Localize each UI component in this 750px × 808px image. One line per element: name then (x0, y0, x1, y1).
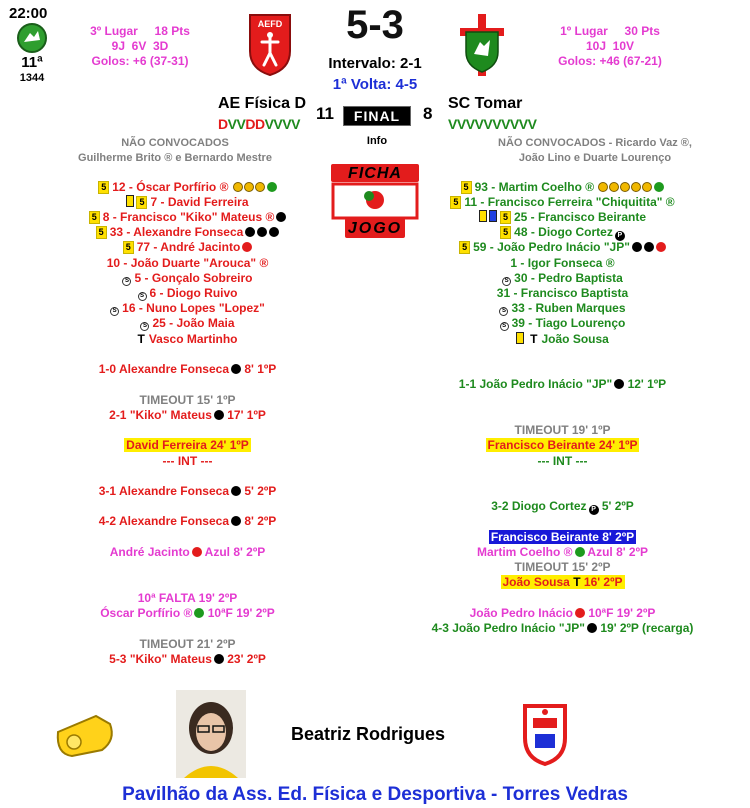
shirt-badge: 5 (96, 226, 107, 239)
away-roster-5[interactable] (375, 256, 750, 271)
green-card-icon (654, 182, 664, 192)
away-form-3: V (474, 116, 484, 132)
away-points: 30 Pts (624, 24, 660, 38)
substitute-icon: S (500, 322, 509, 331)
event-text: João Sousa (502, 575, 570, 589)
away-not-called-names: João Lino e Duarte Lourenço (518, 152, 672, 164)
home-form-4: D (254, 116, 265, 132)
shirt-badge: 5 (136, 196, 147, 209)
gold-star-icon (598, 182, 608, 192)
final-score: 5-3 (346, 3, 404, 47)
goal-ball-icon (587, 623, 597, 633)
home-roster-5[interactable] (0, 256, 375, 271)
away-form-8: V (518, 116, 528, 132)
game-number: 1344 (19, 72, 45, 84)
away-place: 1º Lugar (560, 24, 608, 38)
event-text: 2-1 "Kiko" Mateus (109, 408, 212, 422)
event-time: 8' 2ºP (244, 514, 277, 528)
gold-star-icon (609, 182, 619, 192)
red-card-icon (192, 547, 202, 557)
shirt-badge: 5 (89, 211, 100, 224)
event-text: David Ferreira 24' 1ºP (126, 438, 249, 452)
red-card-icon (242, 242, 252, 252)
home-timeout: TIMEOUT 15' 1ºP (139, 393, 236, 407)
away-record: 10J 10V (585, 39, 635, 53)
player-name: João Sousa (541, 332, 609, 346)
away-event-card (375, 545, 750, 560)
goal-ball-icon (276, 212, 286, 222)
goal-ball-icon (614, 379, 624, 389)
home-event-goal (0, 652, 375, 667)
event-time: 5' 2ºP (244, 484, 277, 498)
gold-star-icon (620, 182, 630, 192)
goal-ball-icon (231, 364, 241, 374)
green-card-icon (575, 547, 585, 557)
referee-photo[interactable] (176, 690, 246, 778)
home-form-6: V (273, 116, 283, 132)
home-team-logo[interactable] (246, 11, 294, 77)
home-not-called-names: Guilherme Brito ® e Bernardo Mestre (78, 152, 272, 164)
away-event-blue-card (375, 530, 750, 545)
event-text: João Pedro Inácio (469, 606, 573, 620)
away-form (448, 116, 536, 132)
goal-ball-icon (214, 654, 224, 664)
halftime-score: Intervalo: 2-1 (328, 55, 422, 72)
home-roster-6[interactable] (0, 271, 375, 286)
away-roster-3[interactable] (375, 225, 750, 241)
player-name: 30 - Pedro Baptista (514, 271, 623, 285)
round-number: 11ª (21, 54, 43, 71)
event-time: Azul 8' 2ºP (587, 545, 648, 559)
player-name: 25 - João Maia (152, 316, 235, 330)
home-goals-total: 11 (316, 104, 334, 123)
yellow-card-icon (516, 332, 524, 344)
event-text: Francisco Beirante 24' 1ºP (487, 438, 638, 452)
player-name: 12 - Óscar Porfírio ® (112, 180, 229, 194)
away-event-foul (375, 606, 750, 621)
home-event-goal (0, 514, 375, 529)
event-time: 17' 1ºP (227, 408, 266, 422)
home-form-8: V (291, 116, 300, 132)
home-form-3: D (245, 116, 255, 132)
event-time: 10ªF 19' 2ºP (207, 606, 275, 620)
away-form-1: V (456, 116, 466, 132)
penalty-goal-icon: P (615, 231, 625, 241)
away-form-2: V (465, 116, 475, 132)
home-form-5: V (264, 116, 274, 132)
gold-star-icon (642, 182, 652, 192)
green-card-icon (267, 182, 277, 192)
home-roster-1[interactable] (0, 195, 375, 210)
home-points: 18 Pts (154, 24, 190, 38)
player-name: 93 - Martim Coelho ® (474, 180, 595, 194)
home-roster-10[interactable] (0, 332, 375, 347)
event-time: 5' 2ºP (601, 499, 634, 513)
player-name: 48 - Diogo Cortez (514, 225, 613, 239)
away-roster-8[interactable] (375, 301, 750, 316)
player-name: Vasco Martinho (148, 332, 238, 346)
player-name: 33 - Alexandre Fonseca (109, 225, 244, 239)
event-text: 4-3 João Pedro Inácio "JP" (431, 621, 585, 635)
away-roster-1[interactable] (375, 195, 750, 210)
home-event-goal (0, 362, 375, 377)
away-form-0: V (448, 116, 457, 132)
event-time: Azul 8' 2ºP (204, 545, 266, 559)
home-event-yellow-card (0, 438, 375, 453)
player-name: 10 - João Duarte "Arouca" ® (106, 256, 269, 270)
event-text: 5-3 "Kiko" Mateus (109, 652, 212, 666)
coach-icon: T (530, 332, 538, 346)
away-event-goal (375, 499, 750, 515)
home-team-name[interactable]: AE Física D (218, 95, 307, 112)
away-roster-7[interactable] (375, 286, 750, 301)
away-event-yellow-card (375, 438, 750, 453)
player-name: 6 - Diogo Ruivo (149, 286, 238, 300)
coach-icon: T (137, 332, 145, 346)
away-timeout: TIMEOUT 19' 1ºP (514, 423, 611, 437)
shirt-badge: 5 (459, 241, 470, 254)
home-standing (60, 24, 220, 39)
away-event-goal (375, 621, 750, 636)
first-leg-score: 1ª Volta: 4-5 (332, 76, 418, 93)
home-form-0: D (218, 116, 228, 132)
player-name: 5 - Gonçalo Sobreiro (134, 271, 253, 285)
shirt-badge: 5 (500, 226, 511, 239)
home-form-7: V (282, 116, 292, 132)
home-event-goal (0, 408, 375, 423)
home-foul-count: 10ª FALTA 19' 2ºP (137, 591, 238, 605)
home-roster-4[interactable] (0, 240, 375, 255)
home-event-goal (0, 484, 375, 499)
home-not-called-title: NÃO CONVOCADOS (121, 137, 229, 149)
coach-icon: T (573, 575, 581, 589)
home-roster-2[interactable] (0, 210, 375, 225)
away-form-5: V (492, 116, 502, 132)
player-name: 11 - Francisco Ferreira "Chiquitita" ® (464, 195, 675, 209)
gold-star-icon (255, 182, 265, 192)
home-form (218, 116, 300, 132)
status-badge: FINAL (343, 106, 411, 126)
away-event-goal (375, 377, 750, 392)
away-team-logo[interactable] (458, 12, 506, 78)
away-goals: Golos: +46 (67-21) (558, 54, 662, 68)
red-card-icon (656, 242, 666, 252)
away-event-coach-card (375, 575, 750, 590)
event-time: 19' 2ºP (recarga) (600, 621, 694, 635)
event-time: 16' 2ºP (583, 575, 623, 589)
venue-crest[interactable] (519, 700, 571, 768)
away-interval: --- INT --- (537, 454, 588, 468)
event-text: Martim Coelho ® (477, 545, 573, 559)
jogo-label: JOGO (347, 220, 403, 237)
player-name: 33 - Ruben Marques (511, 301, 626, 315)
event-text: 4-2 Alexandre Fonseca (98, 514, 229, 528)
event-time: 12' 1ºP (627, 377, 667, 391)
home-event-blue-card (0, 545, 375, 560)
away-roster-9[interactable] (375, 316, 750, 331)
player-name: 7 - David Ferreira (150, 195, 249, 209)
goal-ball-icon (269, 227, 279, 237)
event-time: 8' 1ºP (244, 362, 277, 376)
substitute-icon: S (499, 307, 508, 316)
penalty-goal-icon: P (589, 505, 599, 515)
referee-name: Beatriz Rodrigues (291, 724, 446, 744)
shirt-badge: 5 (450, 196, 461, 209)
player-name: 25 - Francisco Beirante (513, 210, 647, 224)
substitute-icon: S (138, 292, 147, 301)
ficha-label: FICHA (348, 165, 402, 182)
goal-ball-icon (632, 242, 642, 252)
event-highlight (501, 575, 625, 589)
home-roster-0[interactable] (0, 180, 375, 195)
substitute-icon: S (140, 322, 149, 331)
player-name: 1 - Igor Fonseca ® (510, 256, 615, 270)
goal-ball-icon (214, 410, 224, 420)
home-record: 9J 6V 3D (111, 39, 169, 53)
shirt-badge: 5 (98, 181, 109, 194)
home-form-1: V (227, 116, 237, 132)
goal-ball-icon (257, 227, 267, 237)
home-roster-9[interactable] (0, 316, 375, 331)
event-text: 1-1 João Pedro Inácio "JP" (458, 377, 613, 391)
home-roster-7[interactable] (0, 286, 375, 301)
home-roster-8[interactable] (0, 301, 375, 316)
away-form-9: V (527, 116, 537, 132)
yellow-card-icon (479, 210, 487, 222)
match-time: 22:00 (9, 5, 48, 22)
shirt-badge: 5 (500, 211, 511, 224)
away-roster-4[interactable] (375, 240, 750, 255)
home-roster-3[interactable] (0, 225, 375, 240)
goal-ball-icon (231, 516, 241, 526)
gold-star-icon (233, 182, 243, 192)
away-roster-10[interactable] (375, 332, 750, 347)
event-time: 23' 2ºP (227, 652, 266, 666)
goal-ball-icon (245, 227, 255, 237)
home-place: 3º Lugar (90, 24, 138, 38)
away-form-6: V (501, 116, 510, 132)
shirt-badge: 5 (461, 181, 472, 194)
away-roster-2[interactable] (375, 210, 750, 225)
gold-star-icon (244, 182, 254, 192)
shirt-badge: 5 (123, 241, 134, 254)
away-roster-6[interactable] (375, 271, 750, 286)
away-goals-total: 8 (423, 104, 433, 123)
substitute-icon: S (502, 277, 511, 286)
goal-ball-icon (231, 486, 241, 496)
away-roster-0[interactable] (375, 180, 750, 195)
info-link[interactable]: Info (362, 135, 392, 147)
player-name: 31 - Francisco Baptista (496, 286, 629, 300)
event-text: 1-0 Alexandre Fonseca (98, 362, 229, 376)
whistle-icon (52, 710, 118, 760)
away-team-name[interactable]: SC Tomar (448, 95, 523, 112)
yellow-card-icon (126, 195, 134, 207)
gold-star-icon (631, 182, 641, 192)
green-card-icon (194, 608, 204, 618)
away-standing (530, 24, 690, 39)
substitute-icon: S (122, 277, 131, 286)
event-text: Óscar Porfírio ® (100, 606, 193, 620)
event-text: 3-2 Diogo Cortez (491, 499, 587, 513)
goal-ball-icon (644, 242, 654, 252)
home-logo-text: AEFD (257, 19, 283, 29)
home-goals: Golos: +6 (37-31) (91, 54, 189, 68)
home-form-2: V (236, 116, 246, 132)
player-name: 59 - João Pedro Inácio "JP" (473, 240, 630, 254)
player-name: 77 - André Jacinto (136, 240, 241, 254)
substitute-icon: S (110, 307, 119, 316)
venue-name[interactable]: Pavilhão da Ass. Ed. Física e Desportiva - Torres Vedras (122, 784, 628, 805)
competition-logo (16, 22, 48, 54)
home-timeout: TIMEOUT 21' 2ºP (139, 637, 236, 651)
event-text: André Jacinto (109, 545, 190, 559)
away-form-4: V (483, 116, 493, 132)
away-not-called-title: NÃO CONVOCADOS - Ricardo Vaz ®, (498, 137, 692, 149)
event-time: 10ªF 19' 2ºP (588, 606, 656, 620)
red-card-icon (575, 608, 585, 618)
blue-card-icon (489, 210, 497, 222)
player-name: 16 - Nuno Lopes "Lopez" (122, 301, 265, 315)
event-text: Francisco Beirante 8' 2ºP (490, 530, 635, 544)
home-interval: --- INT --- (162, 454, 213, 468)
referee-avatar-icon (176, 690, 246, 778)
home-event-foul (0, 606, 375, 621)
event-text: 3-1 Alexandre Fonseca (98, 484, 229, 498)
away-form-7: V (509, 116, 519, 132)
player-name: 8 - Francisco "Kiko" Mateus ® (102, 210, 275, 224)
player-name: 39 - Tiago Lourenço (511, 316, 626, 330)
away-timeout: TIMEOUT 15' 2ºP (514, 560, 611, 574)
